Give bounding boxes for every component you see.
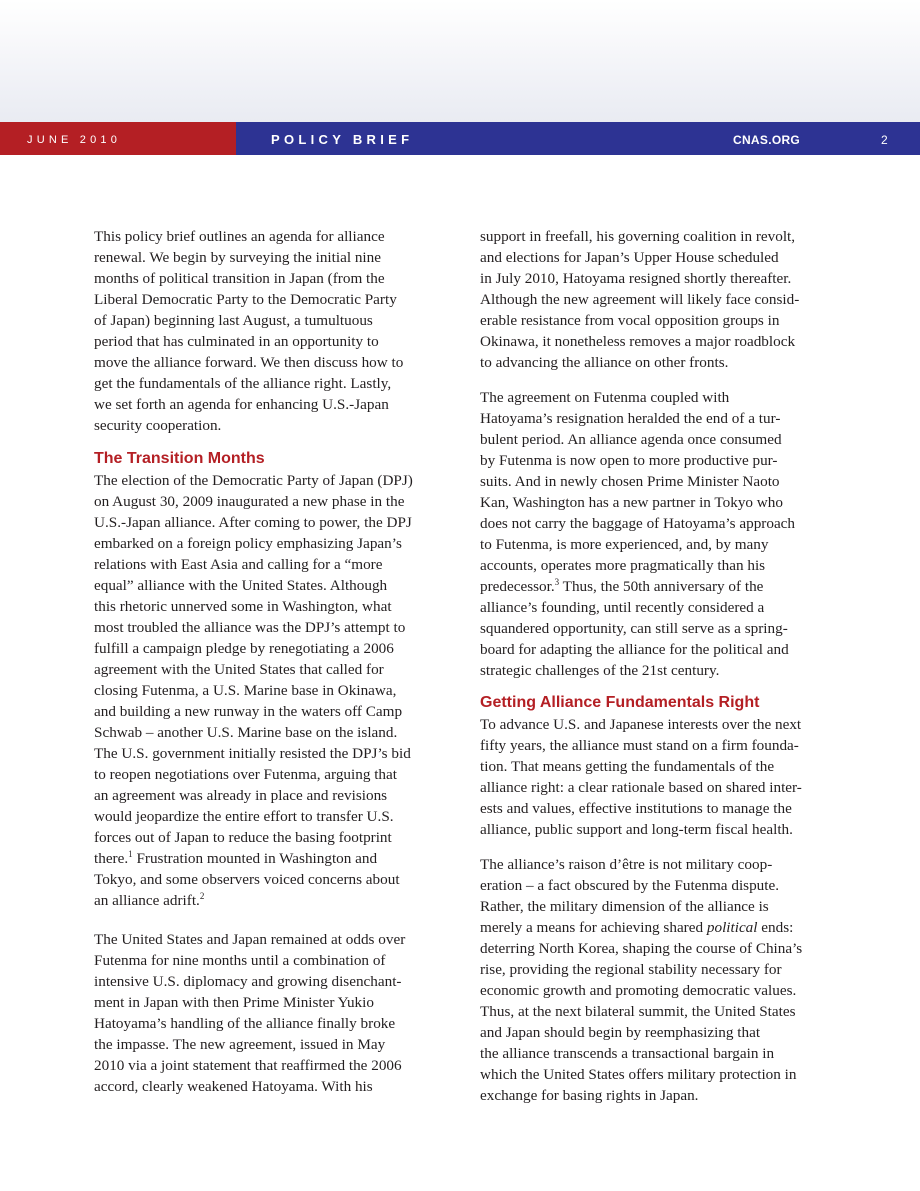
text-line: alliance right: a clear rationale based on shared inter- — [480, 779, 802, 796]
text-line: equal” alliance with the United States. Although — [94, 577, 388, 594]
text-line: intensive U.S. diplomacy and growing disenchant- — [94, 973, 402, 990]
text-line: and elections for Japan’s Upper House scheduled — [480, 249, 779, 266]
text-line: to Futenma, is more experienced, and, by many — [480, 536, 769, 553]
text-line: the impasse. The new agreement, issued in May — [94, 1036, 386, 1053]
text-line: in July 2010, Hatoyama resigned shortly thereafter. — [480, 270, 792, 287]
right-column — [480, 226, 830, 1116]
text-line: support in freefall, his governing coalition in revolt, — [480, 228, 796, 245]
page-number: 2 — [881, 133, 888, 147]
continuation-paragraph — [480, 226, 830, 373]
publication-title: POLICY BRIEF — [271, 132, 414, 147]
text-line: bulent period. An alliance agenda once consumed — [480, 431, 782, 448]
footnote-ref-1[interactable]: 1 — [128, 849, 133, 859]
text-line: ests and values, effective institutions to manage the — [480, 800, 792, 817]
text-line: would jeopardize the entire effort to transfer U.S. — [94, 808, 394, 825]
text-line: does not carry the baggage of Hatoyama’s approach — [480, 515, 796, 532]
text-line: Hatoyama’s resignation heralded the end of a tur- — [480, 410, 781, 427]
text-line: period that has culminated in an opportunity to — [94, 333, 379, 350]
text-line: move the alliance forward. We then discuss how to — [94, 354, 404, 371]
text-line — [94, 848, 444, 869]
text-line: agreement with the United States that called for — [94, 661, 384, 678]
text-fragment: an alliance adrift. — [94, 892, 200, 909]
header-background — [0, 0, 920, 122]
text-line: 2010 via a joint statement that reaffirmed the 2006 — [94, 1057, 402, 1074]
text-line: to advancing the alliance on other fronts. — [480, 354, 729, 371]
text-line: embarked on a foreign policy emphasizing Japan’s — [94, 535, 402, 552]
text-line: this rhetoric unnerved some in Washington, what — [94, 598, 392, 615]
text-line: Kan, Washington has a new partner in Tokyo who — [480, 494, 783, 511]
header-bar — [0, 122, 920, 155]
text-line: alliance, public support and long-term fiscal health. — [480, 821, 793, 838]
text-line: exchange for basing rights in Japan. — [480, 1087, 699, 1104]
text-line: rise, providing the regional stability necessary for — [480, 961, 782, 978]
transition-paragraph-1 — [94, 470, 444, 911]
intro-paragraph — [94, 226, 444, 436]
text-line: most troubled the alliance was the DPJ’s attempt to — [94, 619, 406, 636]
text-line: Schwab – another U.S. Marine base on the island. — [94, 724, 398, 741]
emphasis-political: political — [706, 919, 758, 936]
section-heading-alliance-fundamentals: Getting Alliance Fundamentals Right — [480, 694, 760, 711]
text-line: The United States and Japan remained at odds over — [94, 931, 406, 948]
text-line: eration – a fact obscured by the Futenma dispute. — [480, 877, 780, 894]
text-line: The U.S. government initially resisted the DPJ’s bid — [94, 745, 411, 762]
footnote-ref-2[interactable]: 2 — [199, 891, 205, 901]
text-line: Okinawa, it nonetheless removes a major roadblock — [480, 333, 796, 350]
text-line: relations with East Asia and calling for a “more — [94, 556, 383, 573]
footnote-ref-3[interactable]: 3 — [554, 577, 560, 587]
text-line: The alliance’s raison d’être is not military coop- — [480, 856, 773, 873]
text-line: and building a new runway in the waters off Camp — [94, 703, 403, 720]
text-line: security cooperation. — [94, 417, 222, 434]
text-fragment: there. — [94, 850, 129, 867]
text-line — [94, 890, 444, 911]
text-line: fifty years, the alliance must stand on a firm founda- — [480, 737, 799, 754]
text-line: by Futenma is now open to more productive pur- — [480, 452, 778, 469]
text-line: accounts, operates more pragmatically than his — [480, 557, 766, 574]
text-fragment: Thus, the 50th anniversary of the — [559, 578, 764, 595]
text-line: accord, clearly weakened Hatoyama. With his — [94, 1078, 373, 1095]
text-line: board for adapting the alliance for the political and — [480, 641, 789, 658]
site-link[interactable]: CNAS.ORG — [733, 133, 801, 147]
text-line: Liberal Democratic Party to the Democratic Party — [94, 291, 397, 308]
text-line: suits. And in newly chosen Prime Minister Naoto — [480, 473, 780, 490]
text-line: To advance U.S. and Japanese interests over the next — [480, 716, 802, 733]
text-line: renewal. We begin by surveying the initial nine — [94, 249, 381, 266]
section-heading-transition-months: The Transition Months — [94, 450, 265, 467]
fundamentals-paragraph — [480, 714, 830, 840]
text-line: tion. That means getting the fundamentals of the — [480, 758, 775, 775]
text-line: which the United States offers military protection in — [480, 1066, 797, 1083]
text-line: strategic challenges of the 21st century. — [480, 662, 720, 679]
transition-paragraph-2 — [94, 929, 444, 1097]
text-line: fulfill a campaign pledge by renegotiating a 2006 — [94, 640, 394, 657]
text-line — [480, 917, 830, 938]
raison-detre-paragraph — [480, 854, 830, 1106]
text-line: get the fundamentals of the alliance right. Lastly, — [94, 375, 392, 392]
text-line: to reopen negotiations over Futenma, arguing that — [94, 766, 397, 783]
text-line: Rather, the military dimension of the alliance is — [480, 898, 769, 915]
publication-date: JUNE 2010 — [27, 134, 122, 146]
text-line: on August 30, 2009 inaugurated a new phase in the — [94, 493, 405, 510]
left-column — [94, 226, 444, 1107]
text-line: U.S.-Japan alliance. After coming to power, the DPJ — [94, 514, 412, 531]
text-line: The agreement on Futenma coupled with — [480, 389, 730, 406]
text-line: and Japan should begin by reemphasizing that — [480, 1024, 761, 1041]
text-line: Thus, at the next bilateral summit, the United States — [480, 1003, 796, 1020]
text-line: The election of the Democratic Party of Japan (DPJ) — [94, 472, 413, 489]
futenma-agreement-paragraph — [480, 387, 830, 681]
text-line: an agreement was already in place and revisions — [94, 787, 388, 804]
text-line: alliance’s founding, until recently considered a — [480, 599, 765, 616]
text-line: Hatoyama’s handling of the alliance finally broke — [94, 1015, 396, 1032]
text-line: closing Futenma, a U.S. Marine base in Okinawa, — [94, 682, 397, 699]
text-line: the alliance transcends a transactional bargain in — [480, 1045, 775, 1062]
text-line: This policy brief outlines an agenda for alliance — [94, 228, 385, 245]
text-line: of Japan) beginning last August, a tumultuous — [94, 312, 373, 329]
text-line: deterring North Korea, shaping the course of China’s — [480, 940, 803, 957]
text-fragment: ends: — [757, 919, 794, 936]
text-fragment: Frustration mounted in Washington and — [132, 850, 378, 867]
text-line: squandered opportunity, can still serve as a spring- — [480, 620, 788, 637]
text-line: ment in Japan with then Prime Minister Yukio — [94, 994, 374, 1011]
text-line: Tokyo, and some observers voiced concerns about — [94, 871, 400, 888]
text-line: economic growth and promoting democratic values. — [480, 982, 797, 999]
text-line: Futenma for nine months until a combination of — [94, 952, 386, 969]
text-fragment: merely a means for achieving shared — [480, 919, 707, 936]
text-line: months of political transition in Japan (from the — [94, 270, 385, 287]
text-line: we set forth an agenda for enhancing U.S.-Japan — [94, 396, 389, 413]
text-fragment: predecessor. — [480, 578, 555, 595]
text-line — [480, 576, 830, 597]
text-line: forces out of Japan to reduce the basing footprint — [94, 829, 392, 846]
text-line: Although the new agreement will likely face consid- — [480, 291, 800, 308]
text-line: erable resistance from vocal opposition groups in — [480, 312, 780, 329]
